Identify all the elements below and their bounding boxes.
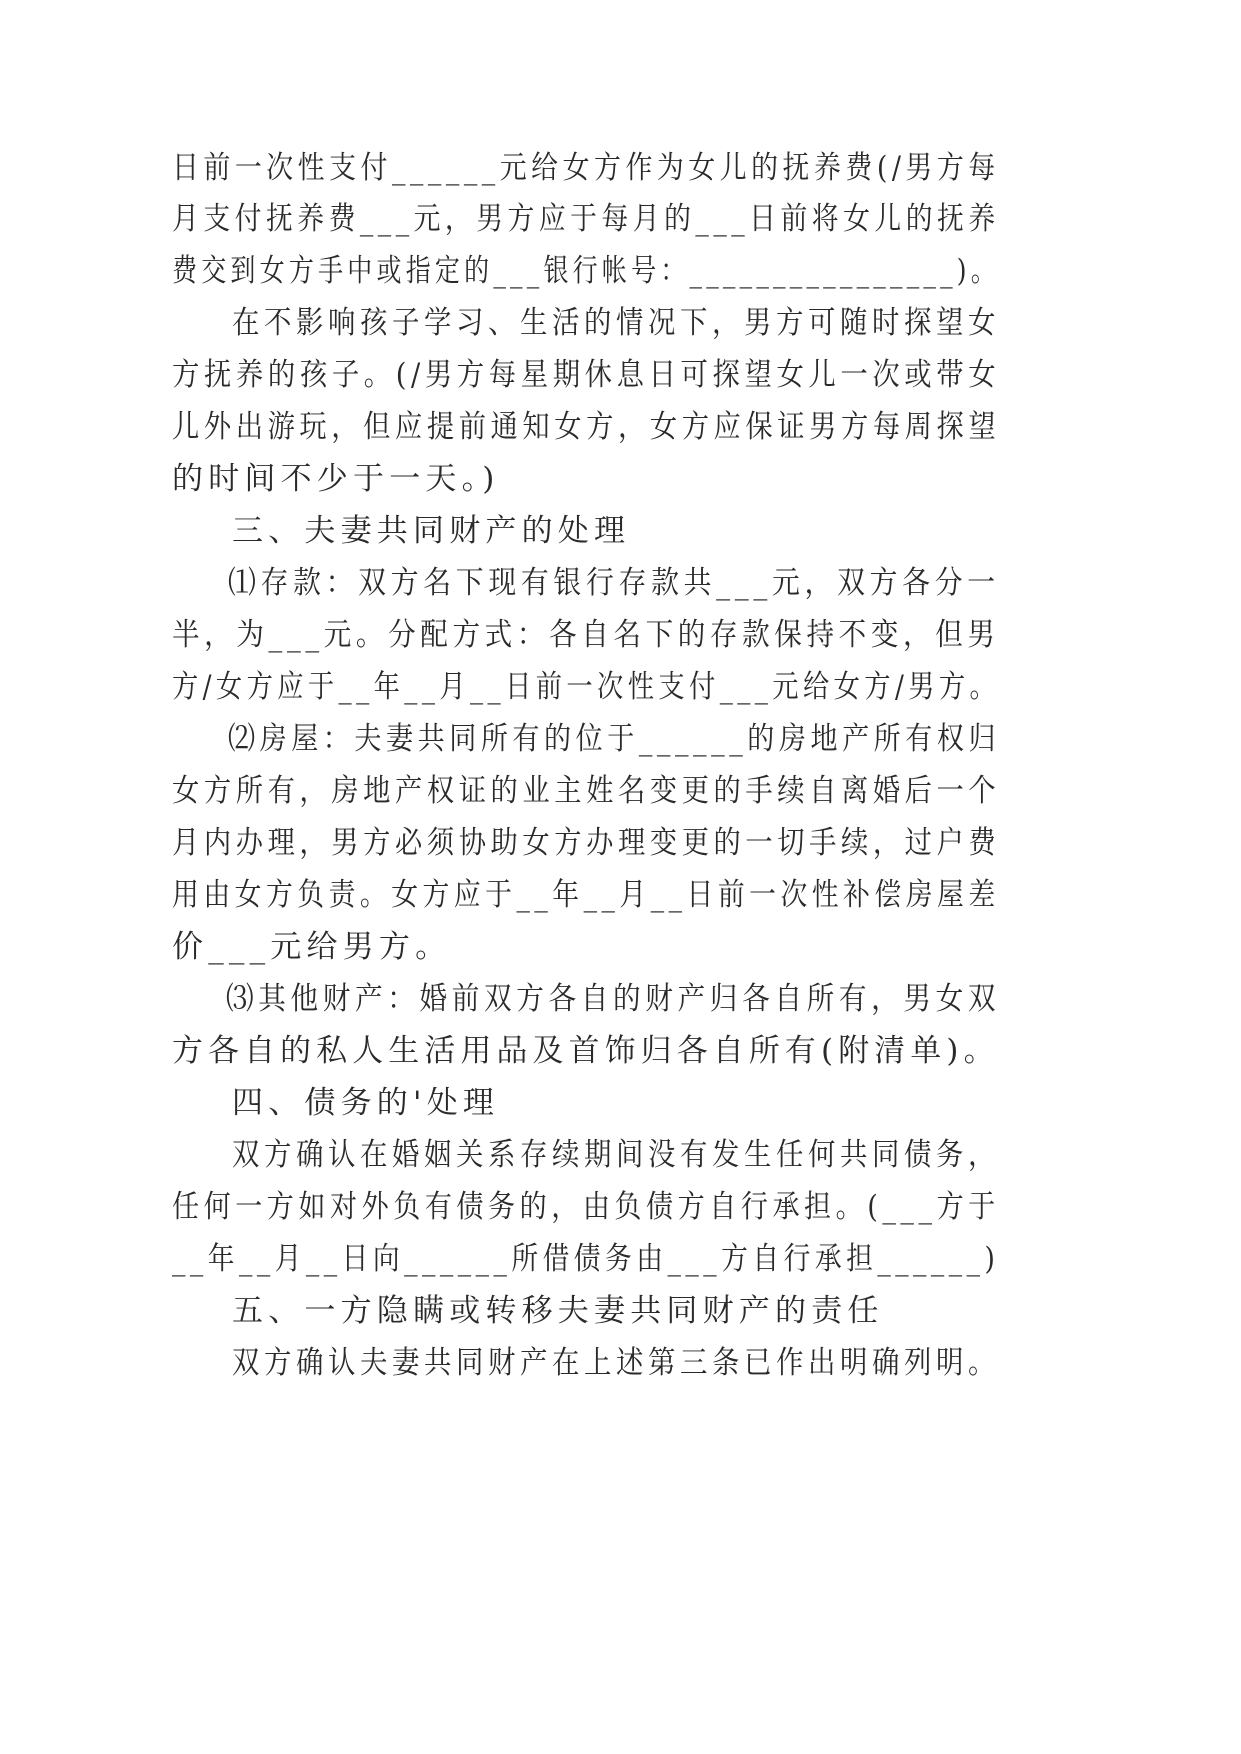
debt-line-3: __年__月__日向______所借债务由___方自行承担______) xyxy=(172,1241,1000,1277)
house-line-1: ⑵房屋：夫妻共同所有的位于______的房地产所有权归 xyxy=(228,721,1001,757)
section-heading-concealment: 五、一方隐瞒或转移夫妻共同财产的责任 xyxy=(232,1293,884,1329)
concealment-line-1: 双方确认夫妻共同财产在上述第三条已作出明确列明。 xyxy=(232,1345,1001,1381)
text-line-1: 日前一次性支付______元给女方作为女儿的抚养费(/男方每 xyxy=(172,150,1000,186)
debt-line-1: 双方确认在婚姻关系存续期间没有发生任何共同债务， xyxy=(232,1137,1001,1173)
other-property-line-2: 方各自的私人生活用品及首饰归各自所有(附清单)。 xyxy=(172,1033,1000,1069)
house-line-3: 月内办理，男方必须协助女方办理变更的一切手续，过户费 xyxy=(172,825,1001,861)
deposit-line-3: 方/女方应于__年__月__日前一次性支付___元给女方/男方。 xyxy=(172,669,1001,705)
debt-line-2: 任何一方如对外负有债务的，由负债方自行承担。(___方于 xyxy=(172,1189,1000,1225)
paragraph-visit-line-4: 的时间不少于一天。) xyxy=(172,461,500,497)
text-line-3: 费交到女方手中或指定的___银行帐号：________________)。 xyxy=(172,253,1000,289)
paragraph-visit-line-3: 儿外出游玩，但应提前通知女方，女方应保证男方每周探望 xyxy=(172,409,1001,445)
house-line-4: 用由女方负责。女方应于__年__月__日前一次性补偿房屋差 xyxy=(172,877,1000,913)
paragraph-visit-line-2: 方抚养的孩子。(/男方每星期休息日可探望女儿一次或带女 xyxy=(172,357,1001,393)
section-heading-property: 三、夫妻共同财产的处理 xyxy=(232,513,631,549)
house-line-5: 价___元给男方。 xyxy=(172,929,452,965)
other-property-line-1: ⑶其他财产：婚前双方各自的财产归各自所有，男女双 xyxy=(226,981,1001,1017)
house-line-2: 女方所有，房地产权证的业主姓名变更的手续自离婚后一个 xyxy=(172,773,1001,809)
paragraph-visit-line-1: 在不影响孩子学习、生活的情况下，男方可随时探望女 xyxy=(232,305,1001,341)
deposit-line-2: 半，为___元。分配方式：各自名下的存款保持不变，但男 xyxy=(172,617,1000,653)
section-heading-debt: 四、债务的'处理 xyxy=(232,1085,500,1121)
text-line-2: 月支付抚养费___元，男方应于每月的___日前将女儿的抚养 xyxy=(172,201,1000,237)
deposit-line-1: ⑴存款：双方名下现有银行存款共___元，双方各分一 xyxy=(228,565,1000,601)
